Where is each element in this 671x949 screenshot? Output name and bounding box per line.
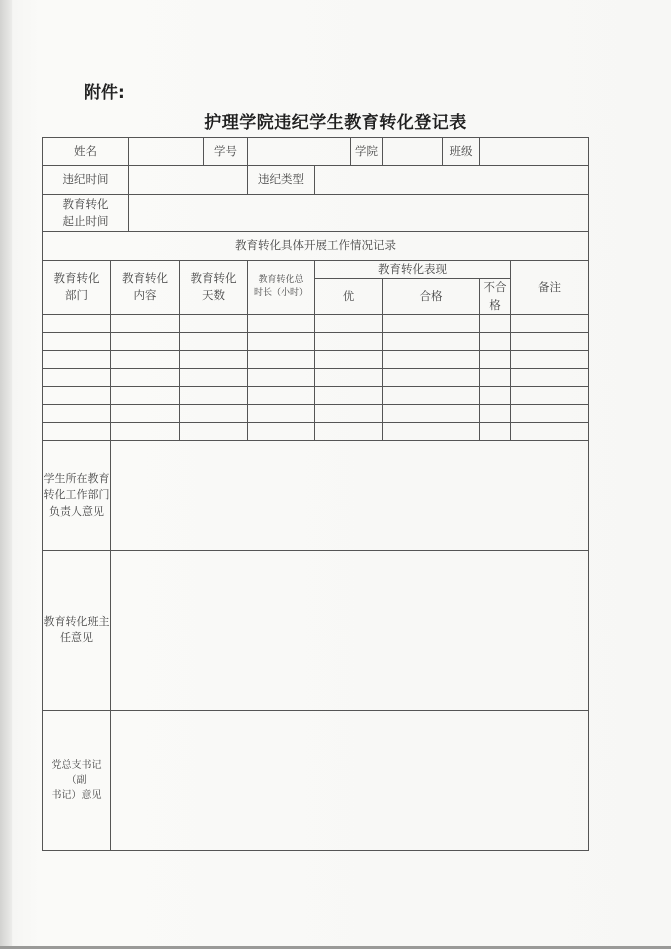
party-secretary-opinion-field[interactable]: [111, 710, 589, 850]
col-department-header: [43, 261, 111, 315]
record-row: [43, 386, 589, 404]
student-id-label: 学号: [204, 138, 248, 166]
col-duration-line2: 时长（小时）: [253, 288, 308, 299]
record-cell[interactable]: [511, 350, 589, 368]
record-cell[interactable]: [43, 350, 111, 368]
class-teacher-opinion-field[interactable]: [111, 550, 589, 710]
registration-form-table: [42, 137, 589, 851]
dept-head-line1: 学生所在教育: [43, 471, 110, 485]
perf-excellent-header: 优: [315, 279, 383, 315]
opinion-row-department: [43, 440, 589, 550]
name-field[interactable]: [129, 138, 204, 166]
party-secretary-line2: 书记）意见: [51, 789, 102, 801]
record-row: [43, 422, 589, 440]
record-cell[interactable]: [180, 386, 248, 404]
record-cell[interactable]: [383, 368, 480, 386]
col-duration-line1: 教育转化总: [258, 274, 304, 285]
record-cell[interactable]: [248, 422, 315, 440]
record-cell[interactable]: [315, 404, 383, 422]
record-cell[interactable]: [180, 404, 248, 422]
class-teacher-line1: 教育转化班主: [43, 614, 110, 628]
record-cell[interactable]: [180, 314, 248, 332]
record-cell[interactable]: [383, 314, 480, 332]
record-cell[interactable]: [43, 386, 111, 404]
performance-header: 教育转化表现: [315, 261, 511, 279]
col-department-line2: 部门: [65, 288, 88, 303]
remarks-header: 备注: [511, 261, 589, 315]
record-cell[interactable]: [248, 350, 315, 368]
record-cell[interactable]: [480, 422, 511, 440]
record-cell[interactable]: [511, 314, 589, 332]
record-cell[interactable]: [248, 404, 315, 422]
edu-period-label-line2: 起止时间: [62, 214, 109, 228]
record-cell[interactable]: [111, 404, 180, 422]
record-cell[interactable]: [180, 350, 248, 368]
record-cell[interactable]: [111, 314, 180, 332]
record-row: [43, 404, 589, 422]
dept-head-line3: 负责人意见: [49, 504, 104, 518]
record-row: [43, 332, 589, 350]
info-row-basic: [43, 138, 589, 166]
record-section-row: [43, 232, 589, 261]
col-days-line2: 天数: [202, 288, 225, 303]
record-cell[interactable]: [315, 350, 383, 368]
violation-type-field[interactable]: [315, 166, 589, 195]
record-cell[interactable]: [43, 332, 111, 350]
col-department-line1: 教育转化: [53, 271, 100, 286]
record-header-row-1: [43, 261, 589, 279]
perf-fail-header: 不合格: [480, 279, 511, 315]
record-cell[interactable]: [383, 422, 480, 440]
dept-head-opinion-field[interactable]: [111, 440, 589, 550]
record-cell[interactable]: [511, 386, 589, 404]
record-cell[interactable]: [315, 332, 383, 350]
class-teacher-line2: 任意见: [60, 631, 93, 645]
record-cell[interactable]: [111, 332, 180, 350]
record-cell[interactable]: [480, 386, 511, 404]
record-row: [43, 368, 589, 386]
record-cell[interactable]: [511, 368, 589, 386]
violation-type-label: 违纪类型: [248, 166, 315, 195]
record-cell[interactable]: [43, 314, 111, 332]
record-section-title: 教育转化具体开展工作情况记录: [43, 232, 589, 261]
record-cell[interactable]: [248, 368, 315, 386]
col-content-header: [111, 261, 180, 315]
record-cell[interactable]: [248, 386, 315, 404]
info-row-violation: [43, 166, 589, 195]
record-cell[interactable]: [480, 332, 511, 350]
student-id-field[interactable]: [248, 138, 351, 166]
class-teacher-opinion-label: [43, 550, 111, 710]
edu-period-label: [43, 195, 129, 232]
dept-head-opinion-label: [43, 440, 111, 550]
record-cell[interactable]: [383, 350, 480, 368]
attachment-label: 附件:: [84, 83, 125, 103]
record-cell[interactable]: [383, 386, 480, 404]
violation-time-label: 违纪时间: [43, 166, 129, 195]
record-cell[interactable]: [511, 404, 589, 422]
col-duration-header: [248, 261, 315, 315]
class-label: 班级: [443, 138, 480, 166]
record-cell[interactable]: [315, 314, 383, 332]
college-field[interactable]: [383, 138, 443, 166]
record-cell[interactable]: [315, 386, 383, 404]
form-title: 护理学院违纪学生教育转化登记表: [204, 113, 467, 133]
class-field[interactable]: [480, 138, 589, 166]
record-cell[interactable]: [480, 368, 511, 386]
col-days-header: [180, 261, 248, 315]
record-cell[interactable]: [511, 332, 589, 350]
record-cell[interactable]: [43, 404, 111, 422]
dept-head-line2: 转化工作部门: [43, 488, 110, 501]
violation-time-field[interactable]: [129, 166, 248, 195]
edu-period-field[interactable]: [129, 195, 589, 232]
record-cell[interactable]: [480, 404, 511, 422]
record-row: [43, 350, 589, 368]
record-cell[interactable]: [480, 314, 511, 332]
record-cell[interactable]: [43, 368, 111, 386]
record-cell[interactable]: [511, 422, 589, 440]
record-cell[interactable]: [111, 350, 180, 368]
record-row: [43, 314, 589, 332]
party-secretary-line1: 党总支书记（副: [51, 759, 102, 786]
edu-period-label-line1: 教育转化: [62, 196, 109, 211]
record-cell[interactable]: [248, 314, 315, 332]
opinion-row-class-teacher: [43, 550, 589, 710]
record-cell[interactable]: [43, 422, 111, 440]
college-label: 学院: [351, 138, 383, 166]
record-cell[interactable]: [315, 422, 383, 440]
info-row-edu-period: [43, 195, 589, 232]
opinion-row-party-secretary: [43, 710, 589, 850]
record-cell[interactable]: [383, 332, 480, 350]
party-secretary-opinion-label: [43, 710, 111, 850]
record-cell[interactable]: [383, 404, 480, 422]
col-content-line2: 内容: [133, 288, 157, 303]
binding-edge: [0, 0, 12, 949]
record-cell[interactable]: [480, 350, 511, 368]
record-cell[interactable]: [315, 368, 383, 386]
col-days-line1: 教育转化: [190, 271, 237, 286]
col-content-line1: 教育转化: [122, 271, 168, 286]
record-cell[interactable]: [180, 422, 248, 440]
record-cell[interactable]: [180, 368, 248, 386]
record-cell[interactable]: [111, 386, 180, 404]
name-label: 姓名: [43, 138, 129, 166]
record-cell[interactable]: [248, 332, 315, 350]
record-cell[interactable]: [111, 368, 180, 386]
perf-pass-header: 合格: [383, 279, 480, 315]
record-cell[interactable]: [180, 332, 248, 350]
record-cell[interactable]: [111, 422, 180, 440]
